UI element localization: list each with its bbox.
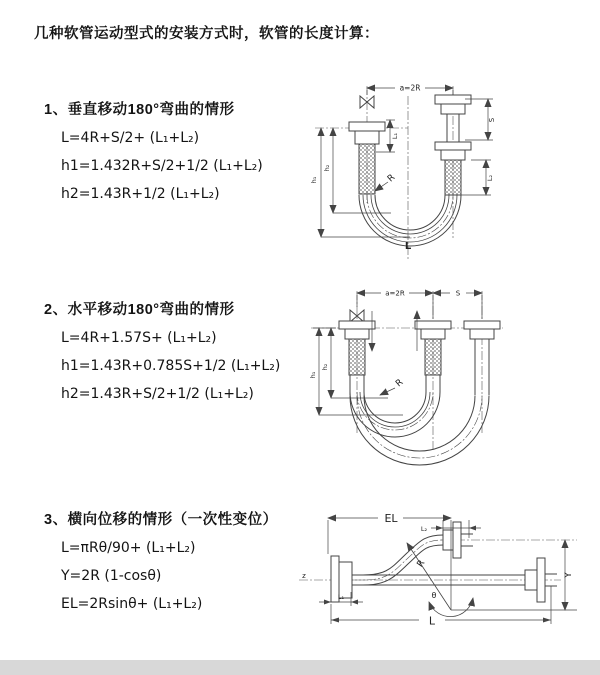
hose-assembly [339, 310, 500, 465]
footer-band [0, 660, 600, 675]
dim-label-stroke: S [455, 289, 461, 298]
dim-label-y: Y [564, 572, 574, 578]
valve-icon [357, 310, 364, 322]
diagram-lateral-displacement [293, 498, 600, 648]
length-label: L [404, 241, 412, 252]
dim-label-fitting-left: L₁ [391, 132, 399, 140]
bend-radius-label: R [415, 558, 428, 570]
formula-line: h1=1.43R+0.785S+1/2 (L₁+L₂) [61, 358, 281, 374]
diagram-horizontal-180-bend [303, 283, 595, 468]
dimension-lines [313, 293, 482, 415]
diagram-3-svg [293, 498, 600, 648]
dim-label-h1: h₁ [310, 176, 318, 184]
centerlines [311, 291, 503, 451]
section-heading: 1、垂直移动180°弯曲的情形 [44, 102, 235, 118]
valve-icon [350, 310, 357, 322]
section-heading: 2、水平移动180°弯曲的情形 [44, 302, 235, 318]
angle-label: θ [431, 591, 437, 600]
section-heading: 3、横向位移的情形（一次性变位） [44, 512, 278, 528]
dim-label-fitting-right: L₂ [420, 525, 428, 533]
valve-icon [367, 96, 374, 108]
braided-hose-section [445, 160, 461, 195]
section-3 [44, 511, 278, 618]
diagram-vertical-180-bend [303, 68, 595, 263]
bend-radius-label: R [394, 377, 406, 390]
hose-assembly [331, 522, 557, 602]
page-title: 几种软管运动型式的安装方式时，软管的长度计算： [34, 26, 379, 42]
dim-label-stroke: S [488, 117, 496, 123]
formula-line: h2=1.43R+1/2 (L₁+L₂) [61, 186, 220, 202]
formula-line: h1=1.432R+S/2+1/2 (L₁+L₂) [61, 158, 263, 174]
valve-icon [360, 96, 367, 108]
dim-label-width: a=2R [385, 289, 405, 298]
dimension-lines [321, 88, 493, 237]
dim-label-h1: h₁ [309, 371, 317, 379]
dim-label-fitting-left: L₁ [337, 593, 345, 601]
diagram-1-svg [303, 68, 595, 263]
dim-label-el: EL [384, 512, 398, 525]
diagram-2-svg [303, 283, 595, 468]
centerline-break-mark: z [302, 572, 306, 580]
formula-line: L=4R+S/2+ (L₁+L₂) [61, 130, 200, 146]
formula-line: L=4R+1.57S+ (L₁+L₂) [61, 330, 217, 346]
braided-hose-section [425, 339, 441, 375]
formula-line: EL=2Rsinθ+ (L₁+L₂) [61, 596, 203, 612]
formula-line: h2=1.43R+S/2+1/2 (L₁+L₂) [61, 386, 254, 402]
braided-hose-section [349, 339, 365, 375]
section-1 [44, 101, 263, 208]
bend-radius-label: R [385, 172, 398, 185]
braided-hose-section [359, 144, 375, 194]
formula-line: L=πRθ/90+ (L₁+L₂) [61, 540, 196, 556]
dim-label-width: a=2R [399, 83, 421, 93]
dim-label-h2: h₂ [323, 164, 331, 172]
section-2 [44, 301, 280, 408]
formula-line: Y=2R (1-cosθ) [61, 568, 162, 584]
dim-label-length: L [428, 614, 436, 628]
dim-label-fitting-right: L₂ [486, 174, 494, 182]
dim-label-h2: h₂ [321, 363, 329, 371]
